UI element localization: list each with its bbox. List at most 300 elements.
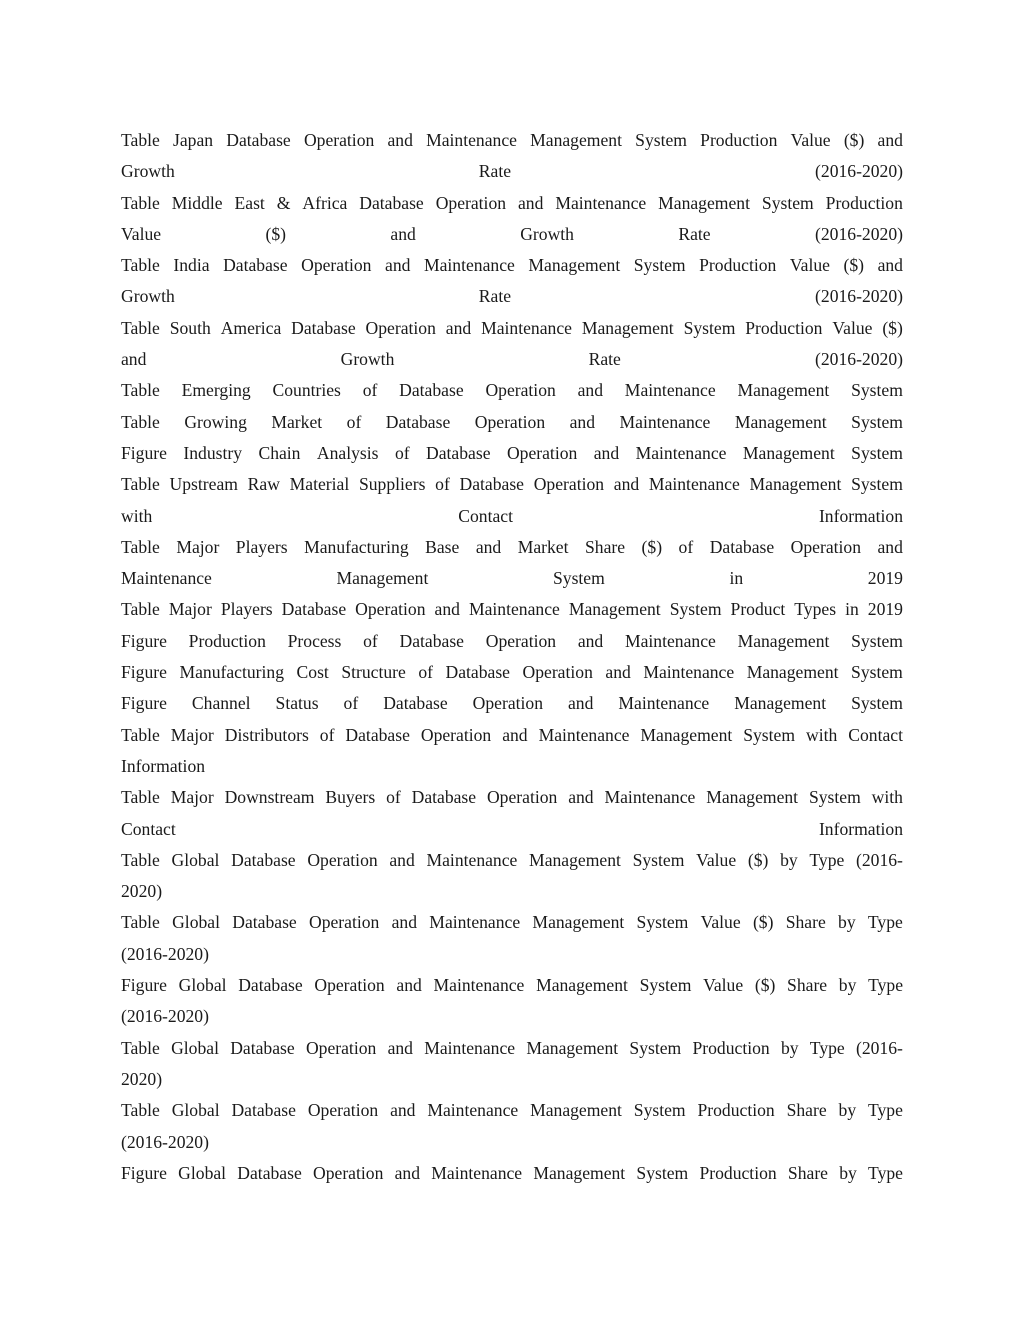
word: Table bbox=[121, 599, 160, 620]
word: Table bbox=[121, 724, 160, 745]
word: Operation bbox=[307, 1100, 379, 1121]
word: Types bbox=[794, 599, 837, 620]
word: Table bbox=[121, 411, 160, 432]
word: and bbox=[502, 724, 528, 745]
document-line bbox=[121, 751, 903, 782]
word: Operation bbox=[486, 787, 558, 808]
document-line bbox=[121, 1064, 903, 1095]
word: (2016- bbox=[856, 849, 903, 870]
word: and bbox=[877, 255, 903, 276]
word: Figure bbox=[121, 693, 167, 714]
word: and bbox=[568, 787, 594, 808]
word: by bbox=[839, 1162, 857, 1183]
word: Table bbox=[121, 474, 160, 495]
word: and bbox=[877, 536, 903, 557]
word: Table bbox=[121, 787, 160, 808]
word: Figure bbox=[121, 1162, 167, 1183]
word: and bbox=[434, 599, 460, 620]
word: Management bbox=[658, 192, 750, 213]
word: and bbox=[593, 442, 620, 463]
word: Global bbox=[178, 975, 227, 996]
word: Information bbox=[818, 818, 903, 839]
word: Maintenance bbox=[643, 662, 735, 683]
word: of bbox=[343, 693, 359, 714]
word: Countries bbox=[272, 380, 341, 401]
word: and bbox=[385, 255, 411, 276]
word: Maintenance bbox=[423, 255, 515, 276]
document-line bbox=[121, 907, 903, 938]
word: Operation bbox=[472, 693, 544, 714]
word: by bbox=[780, 1037, 799, 1058]
word: System bbox=[851, 474, 903, 495]
word: Type bbox=[868, 975, 903, 996]
word: Value bbox=[790, 130, 831, 150]
word: System bbox=[552, 568, 605, 589]
document-line bbox=[121, 313, 903, 344]
document-line bbox=[121, 720, 903, 751]
word: Database bbox=[359, 192, 424, 213]
word: Growth bbox=[520, 223, 574, 244]
word: Industry bbox=[183, 442, 243, 463]
word: Management bbox=[737, 380, 830, 401]
word: (2016-2020) bbox=[815, 286, 903, 307]
document-line bbox=[121, 1127, 903, 1158]
word: ($) bbox=[882, 317, 903, 338]
word: Database bbox=[226, 130, 291, 150]
word: ($) bbox=[754, 975, 776, 996]
word: ($) bbox=[843, 130, 865, 150]
word: Growth bbox=[340, 349, 395, 370]
word: System bbox=[808, 787, 861, 808]
word: System bbox=[632, 849, 685, 870]
word: Raw bbox=[247, 474, 280, 495]
word: Share bbox=[787, 1162, 828, 1183]
word: Management bbox=[742, 442, 835, 463]
word: by bbox=[780, 849, 798, 870]
word: Rate bbox=[478, 161, 512, 182]
word: System bbox=[743, 724, 796, 745]
word: Market bbox=[271, 411, 323, 432]
word: Suppliers bbox=[358, 474, 426, 495]
word: by bbox=[838, 912, 856, 933]
word: Contact bbox=[458, 505, 513, 526]
word: and bbox=[387, 130, 413, 150]
word: (2016-2020) bbox=[815, 223, 903, 244]
word: Process bbox=[287, 630, 342, 651]
word: Players bbox=[235, 536, 288, 557]
word: Maintenance bbox=[468, 599, 560, 620]
word: (2016-2020) bbox=[121, 943, 209, 964]
word: Information bbox=[818, 505, 903, 526]
word: Database bbox=[230, 1037, 295, 1058]
word: 2019 bbox=[867, 568, 903, 589]
word: Management bbox=[528, 255, 621, 276]
word: Production bbox=[700, 130, 778, 150]
word: Table bbox=[121, 192, 160, 213]
word: Value bbox=[696, 849, 737, 870]
word: Management bbox=[734, 411, 827, 432]
word: Production bbox=[825, 192, 903, 213]
word: Base bbox=[425, 536, 460, 557]
word: Operation bbox=[301, 255, 372, 276]
word: Contact bbox=[848, 724, 903, 745]
word: Operation bbox=[303, 130, 375, 150]
word: Management bbox=[746, 662, 839, 683]
word: of bbox=[386, 787, 401, 808]
word: Product bbox=[730, 599, 786, 620]
word: and bbox=[613, 474, 640, 495]
word: with bbox=[871, 787, 903, 808]
word: and bbox=[577, 380, 603, 401]
word: System bbox=[851, 662, 903, 683]
document-line bbox=[121, 688, 903, 719]
word: Maintenance bbox=[121, 568, 212, 589]
word: Maintenance bbox=[433, 975, 525, 996]
word: Structure bbox=[341, 662, 406, 683]
word: Major bbox=[176, 536, 220, 557]
word: ($) bbox=[265, 223, 286, 244]
list-of-tables-and-figures bbox=[121, 125, 903, 1189]
word: and bbox=[577, 630, 604, 651]
word: Growth bbox=[121, 286, 175, 307]
word: Management bbox=[568, 599, 661, 620]
word: Growth bbox=[121, 161, 175, 182]
word: Operation bbox=[365, 317, 436, 338]
word: East bbox=[234, 192, 265, 213]
word: Buyers bbox=[325, 787, 376, 808]
word: & bbox=[276, 192, 291, 213]
word: Management bbox=[749, 474, 842, 495]
document-line bbox=[121, 845, 903, 876]
document-line bbox=[121, 375, 903, 406]
word: Operation bbox=[506, 442, 578, 463]
word: Database bbox=[232, 912, 297, 933]
document-line bbox=[121, 501, 903, 532]
word: System bbox=[851, 630, 903, 651]
word: System bbox=[683, 317, 736, 338]
word: System bbox=[851, 380, 903, 401]
word: Production bbox=[697, 1100, 775, 1121]
word: Table bbox=[121, 1037, 160, 1058]
word: Operation bbox=[307, 849, 378, 870]
word: Global bbox=[172, 912, 220, 933]
word: Global bbox=[171, 1037, 219, 1058]
word: 2020) bbox=[121, 1068, 163, 1089]
word: and bbox=[475, 536, 502, 557]
document-line bbox=[121, 1001, 903, 1032]
word: Operation bbox=[309, 912, 380, 933]
document-line bbox=[121, 344, 903, 375]
document-line bbox=[121, 532, 903, 563]
word: Operation bbox=[435, 192, 507, 213]
word: of bbox=[394, 442, 410, 463]
word: Database bbox=[709, 536, 775, 557]
word: Maintenance bbox=[429, 912, 521, 933]
word: and bbox=[568, 693, 594, 714]
word: Players bbox=[220, 599, 273, 620]
word: 2020) bbox=[121, 881, 163, 902]
word: Operation bbox=[313, 1162, 384, 1183]
word: Operation bbox=[305, 1037, 377, 1058]
document-line bbox=[121, 219, 903, 250]
word: Type bbox=[868, 1162, 903, 1183]
word: Production bbox=[699, 1162, 777, 1183]
word: Major bbox=[170, 724, 214, 745]
word: System bbox=[629, 1037, 682, 1058]
word: Management bbox=[533, 1162, 626, 1183]
word: Maintenance bbox=[424, 1037, 516, 1058]
word: and bbox=[389, 849, 415, 870]
word: Figure bbox=[121, 975, 167, 996]
word: Operation bbox=[485, 630, 557, 651]
word: Emerging bbox=[181, 380, 251, 401]
word: Operation bbox=[355, 599, 426, 620]
word: Maintenance bbox=[538, 724, 630, 745]
document-line bbox=[121, 250, 903, 281]
word: Production bbox=[188, 630, 266, 651]
word: Production bbox=[745, 317, 823, 338]
word: Management bbox=[529, 849, 621, 870]
word: and bbox=[390, 223, 416, 244]
document-line bbox=[121, 782, 903, 813]
word: Rate bbox=[588, 349, 621, 370]
word: Database bbox=[385, 411, 451, 432]
word: Database bbox=[399, 630, 464, 651]
word: in bbox=[729, 568, 744, 589]
word: of bbox=[418, 662, 433, 683]
word: System bbox=[636, 912, 689, 933]
word: Management bbox=[536, 975, 628, 996]
word: Maintenance bbox=[648, 474, 740, 495]
word: Major bbox=[168, 599, 212, 620]
word: Management bbox=[737, 630, 830, 651]
document-line bbox=[121, 438, 903, 469]
word: Manufacturing bbox=[304, 536, 409, 557]
document-line bbox=[121, 1095, 903, 1126]
word: Rate bbox=[478, 286, 512, 307]
word: Table bbox=[121, 380, 160, 401]
word: Database bbox=[445, 662, 510, 683]
document-line bbox=[121, 626, 903, 657]
document-line bbox=[121, 469, 903, 500]
word: Database bbox=[223, 255, 288, 276]
word: Maintenance bbox=[618, 693, 710, 714]
word: Maintenance bbox=[624, 380, 716, 401]
document-line bbox=[121, 1033, 903, 1064]
word: System bbox=[761, 192, 814, 213]
word: (2016- bbox=[855, 1037, 903, 1058]
document-line bbox=[121, 156, 903, 187]
word: Type bbox=[867, 912, 903, 933]
word: by bbox=[838, 975, 857, 996]
word: and bbox=[391, 912, 418, 933]
word: System bbox=[851, 693, 903, 714]
word: Table bbox=[121, 317, 160, 338]
word: Cost bbox=[296, 662, 329, 683]
word: Global bbox=[171, 1100, 220, 1121]
word: Maintenance bbox=[604, 787, 696, 808]
word: Management bbox=[532, 912, 625, 933]
word: Production bbox=[692, 1037, 770, 1058]
word: Upstream bbox=[169, 474, 238, 495]
word: Chain bbox=[258, 442, 301, 463]
word: ($) bbox=[641, 536, 663, 557]
word: and bbox=[517, 192, 544, 213]
word: Share bbox=[585, 536, 626, 557]
word: Growing bbox=[184, 411, 247, 432]
word: Table bbox=[121, 849, 160, 870]
word: Global bbox=[171, 849, 220, 870]
word: Operation bbox=[474, 411, 546, 432]
word: Value bbox=[700, 912, 741, 933]
word: Africa bbox=[302, 192, 348, 213]
word: Table bbox=[121, 130, 160, 150]
document-line bbox=[121, 970, 903, 1001]
word: Maintenance bbox=[555, 192, 647, 213]
word: of bbox=[435, 474, 450, 495]
word: Operation bbox=[790, 536, 862, 557]
word: Maintenance bbox=[426, 130, 517, 150]
document-line bbox=[121, 939, 903, 970]
word: Database bbox=[399, 380, 464, 401]
word: Maintenance bbox=[427, 1100, 519, 1121]
word: Management bbox=[706, 787, 799, 808]
word: Share bbox=[787, 975, 828, 996]
word: and bbox=[569, 411, 596, 432]
word: and bbox=[394, 1162, 421, 1183]
word: ($) bbox=[843, 255, 865, 276]
word: Database bbox=[231, 1100, 296, 1121]
word: with bbox=[121, 505, 153, 526]
word: Management bbox=[526, 1037, 619, 1058]
word: Maintenance bbox=[481, 317, 572, 338]
word: ($) bbox=[747, 849, 769, 870]
word: Type bbox=[809, 849, 845, 870]
word: and bbox=[387, 1037, 413, 1058]
word: Database bbox=[426, 442, 491, 463]
word: (2016-2020) bbox=[121, 1006, 209, 1027]
document-line bbox=[121, 876, 903, 907]
word: Database bbox=[411, 787, 477, 808]
word: Table bbox=[121, 1100, 160, 1121]
word: System bbox=[635, 130, 687, 150]
word: Operation bbox=[485, 380, 556, 401]
word: Table bbox=[121, 255, 160, 276]
word: Channel bbox=[191, 693, 251, 714]
word: with bbox=[806, 724, 838, 745]
word: Maintenance bbox=[624, 630, 716, 651]
word: Maintenance bbox=[619, 411, 711, 432]
word: Distributors bbox=[224, 724, 309, 745]
word: Information bbox=[121, 755, 206, 776]
word: (2016-2020) bbox=[121, 1131, 209, 1152]
word: (2016-2020) bbox=[815, 161, 903, 182]
word: Status bbox=[275, 693, 319, 714]
word: Management bbox=[734, 693, 827, 714]
word: of bbox=[319, 724, 335, 745]
word: Table bbox=[121, 536, 160, 557]
word: Middle bbox=[171, 192, 223, 213]
word: of bbox=[362, 380, 378, 401]
word: Operation bbox=[420, 724, 492, 745]
word: Maintenance bbox=[635, 442, 727, 463]
word: Operation bbox=[314, 975, 385, 996]
document-line bbox=[121, 188, 903, 219]
word: of bbox=[363, 630, 378, 651]
word: System bbox=[851, 442, 903, 463]
document-line bbox=[121, 407, 903, 438]
word: (2016-2020) bbox=[815, 349, 903, 370]
word: and bbox=[396, 975, 422, 996]
word: of bbox=[346, 411, 362, 432]
word: 2019 bbox=[867, 599, 903, 620]
word: South bbox=[169, 317, 211, 338]
word: Analysis bbox=[316, 442, 379, 463]
word: and bbox=[445, 317, 472, 338]
word: Management bbox=[336, 568, 429, 589]
word: Table bbox=[121, 912, 160, 933]
word: Operation bbox=[533, 474, 605, 495]
word: Type bbox=[867, 1100, 903, 1121]
word: of bbox=[678, 536, 694, 557]
word: Maintenance bbox=[431, 1162, 523, 1183]
word: Figure bbox=[121, 442, 167, 463]
word: Material bbox=[289, 474, 350, 495]
word: Share bbox=[785, 912, 826, 933]
word: Management bbox=[530, 130, 622, 150]
word: and bbox=[121, 349, 147, 370]
word: Figure bbox=[121, 662, 167, 683]
word: System bbox=[639, 975, 692, 996]
word: Database bbox=[459, 474, 524, 495]
word: Type bbox=[809, 1037, 845, 1058]
word: Downstream bbox=[224, 787, 315, 808]
word: System bbox=[633, 255, 686, 276]
word: Database bbox=[231, 849, 296, 870]
document-line bbox=[121, 563, 903, 594]
word: Production bbox=[699, 255, 777, 276]
word: and bbox=[605, 662, 631, 683]
word: America bbox=[220, 317, 282, 338]
word: by bbox=[838, 1100, 857, 1121]
word: Maintenance bbox=[426, 849, 518, 870]
word: Database bbox=[291, 317, 356, 338]
document-line bbox=[121, 657, 903, 688]
word: Management bbox=[581, 317, 674, 338]
document-line bbox=[121, 594, 903, 625]
word: Database bbox=[238, 975, 303, 996]
word: India bbox=[173, 255, 210, 276]
word: Rate bbox=[678, 223, 711, 244]
word: Database bbox=[383, 693, 448, 714]
word: Japan bbox=[173, 130, 214, 150]
word: and bbox=[877, 130, 903, 150]
word: System bbox=[636, 1162, 689, 1183]
word: Global bbox=[178, 1162, 227, 1183]
word: Database bbox=[237, 1162, 302, 1183]
word: Management bbox=[530, 1100, 622, 1121]
word: Contact bbox=[121, 818, 176, 839]
word: Share bbox=[786, 1100, 827, 1121]
word: Database bbox=[345, 724, 410, 745]
word: Database bbox=[281, 599, 347, 620]
word: Operation bbox=[522, 662, 593, 683]
word: System bbox=[669, 599, 722, 620]
word: ($) bbox=[752, 912, 774, 933]
word: Management bbox=[640, 724, 733, 745]
word: System bbox=[633, 1100, 686, 1121]
document-line bbox=[121, 1158, 903, 1189]
